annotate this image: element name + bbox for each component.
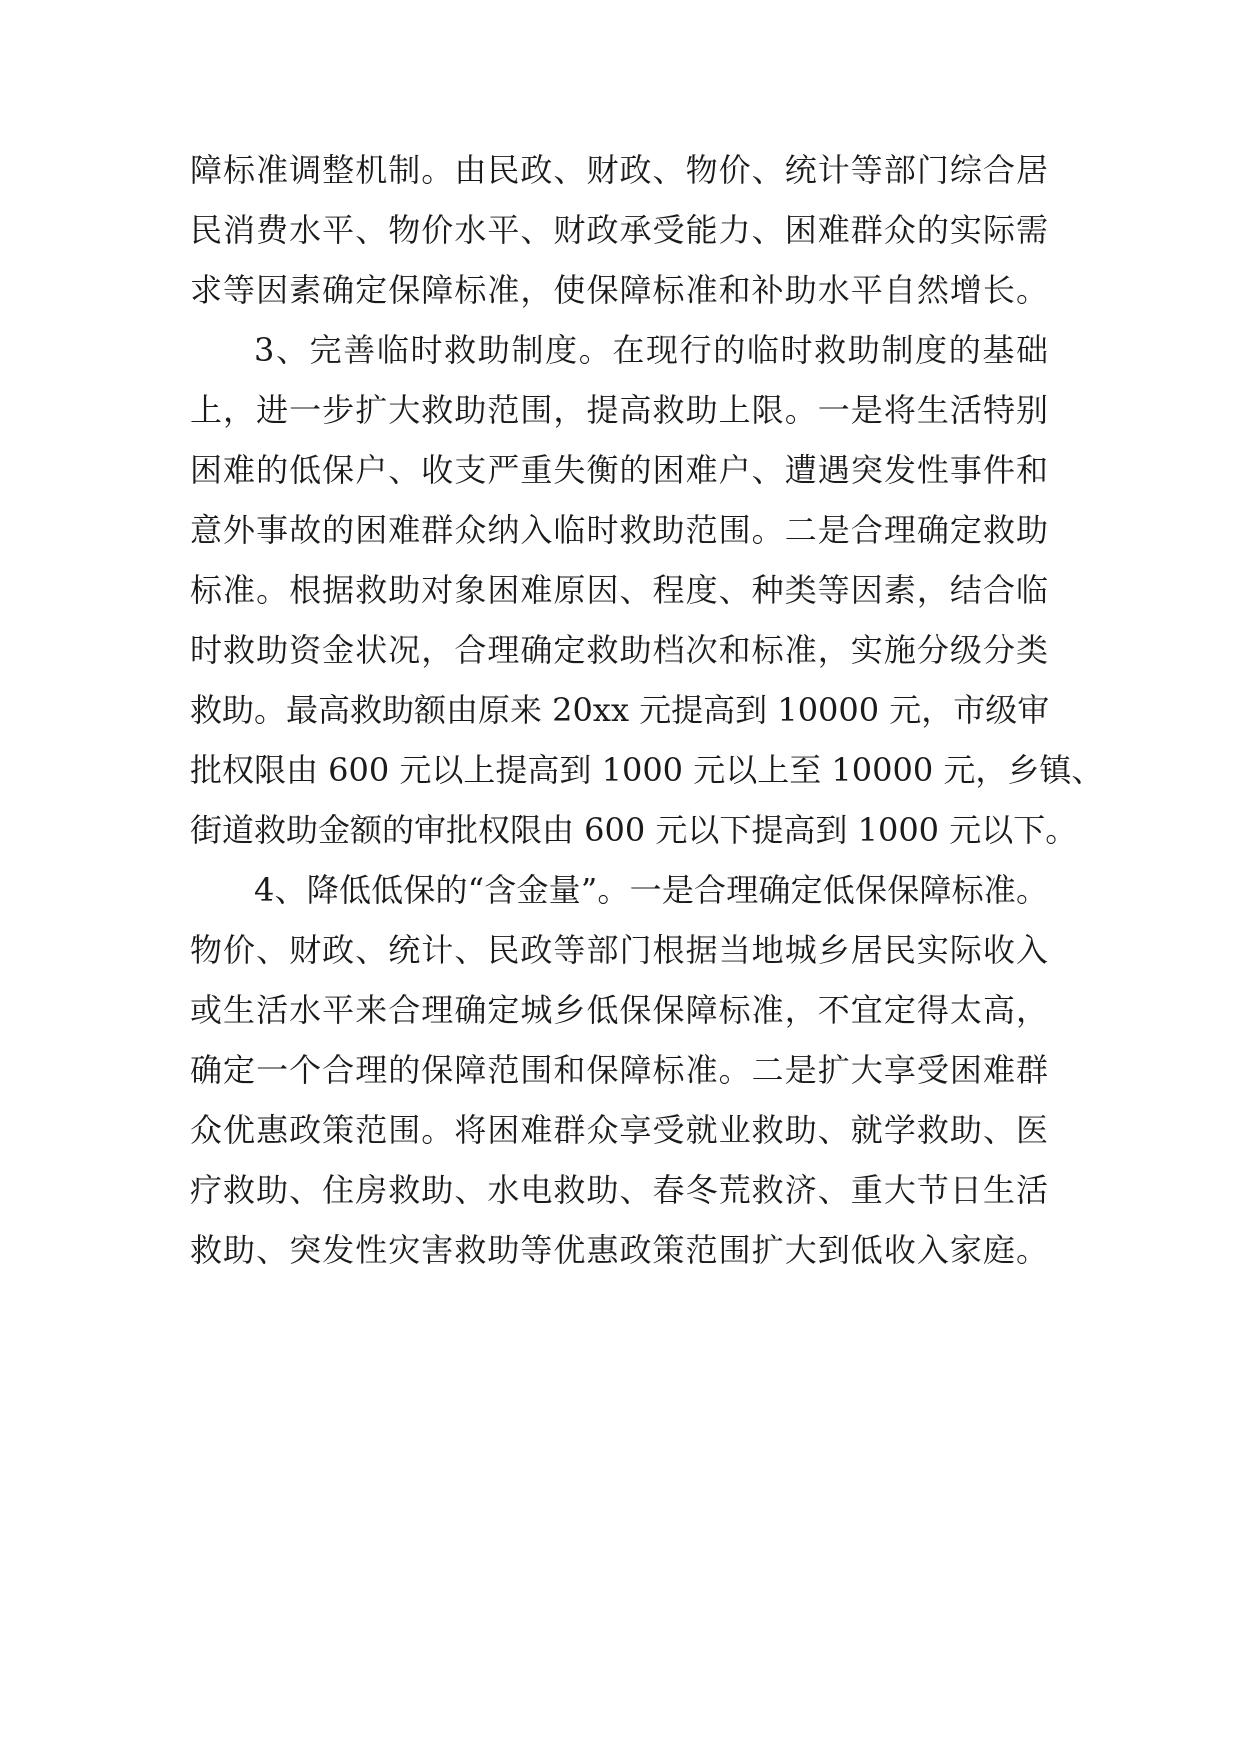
text-line: 标准。根据救助对象困难原因、程度、种类等因素，结合临 [190, 571, 1048, 609]
paragraph-start-line: 4、降低低保的“含金量”。一是合理确定低保保障标准。 [254, 871, 1048, 909]
text-line: 时救助资金状况，合理确定救助档次和标准，实施分级分类 [190, 631, 1048, 669]
paragraph-start-line: 3、完善临时救助制度。在现行的临时救助制度的基础 [254, 331, 1048, 369]
text-line: 障标准调整机制。由民政、财政、物价、统计等部门综合居 [190, 151, 1048, 189]
text-line: 求等因素确定保障标准，使保障标准和补助水平自然增长。 [190, 271, 1048, 309]
text-line: 众优惠政策范围。将困难群众享受就业救助、就学救助、医 [190, 1111, 1048, 1149]
text-line: 困难的低保户、收支严重失衡的困难户、遭遇突发性事件和 [190, 451, 1048, 489]
text-line: 确定一个合理的保障范围和保障标准。二是扩大享受困难群 [190, 1051, 1048, 1089]
text-line: 意外事故的困难群众纳入临时救助范围。二是合理确定救助 [190, 511, 1048, 549]
text-line: 物价、财政、统计、民政等部门根据当地城乡居民实际收入 [190, 931, 1048, 969]
text-line: 街道救助金额的审批权限由 600 元以下提高到 1000 元以下。 [190, 811, 1078, 849]
text-line: 救助。最高救助额由原来 20xx 元提高到 10000 元，市级审 [190, 691, 1050, 729]
text-line: 民消费水平、物价水平、财政承受能力、困难群众的实际需 [190, 211, 1048, 249]
text-line: 或生活水平来合理确定城乡低保保障标准，不宜定得太高， [190, 991, 1048, 1029]
text-line: 救助、突发性灾害救助等优惠政策范围扩大到低收入家庭。 [190, 1231, 1048, 1269]
text-line: 批权限由 600 元以上提高到 1000 元以上至 10000 元，乡镇、 [190, 751, 1104, 789]
text-line: 上，进一步扩大救助范围，提高救助上限。一是将生活特别 [190, 391, 1048, 429]
text-line: 疗救助、住房救助、水电救助、春冬荒救济、重大节日生活 [190, 1171, 1048, 1209]
